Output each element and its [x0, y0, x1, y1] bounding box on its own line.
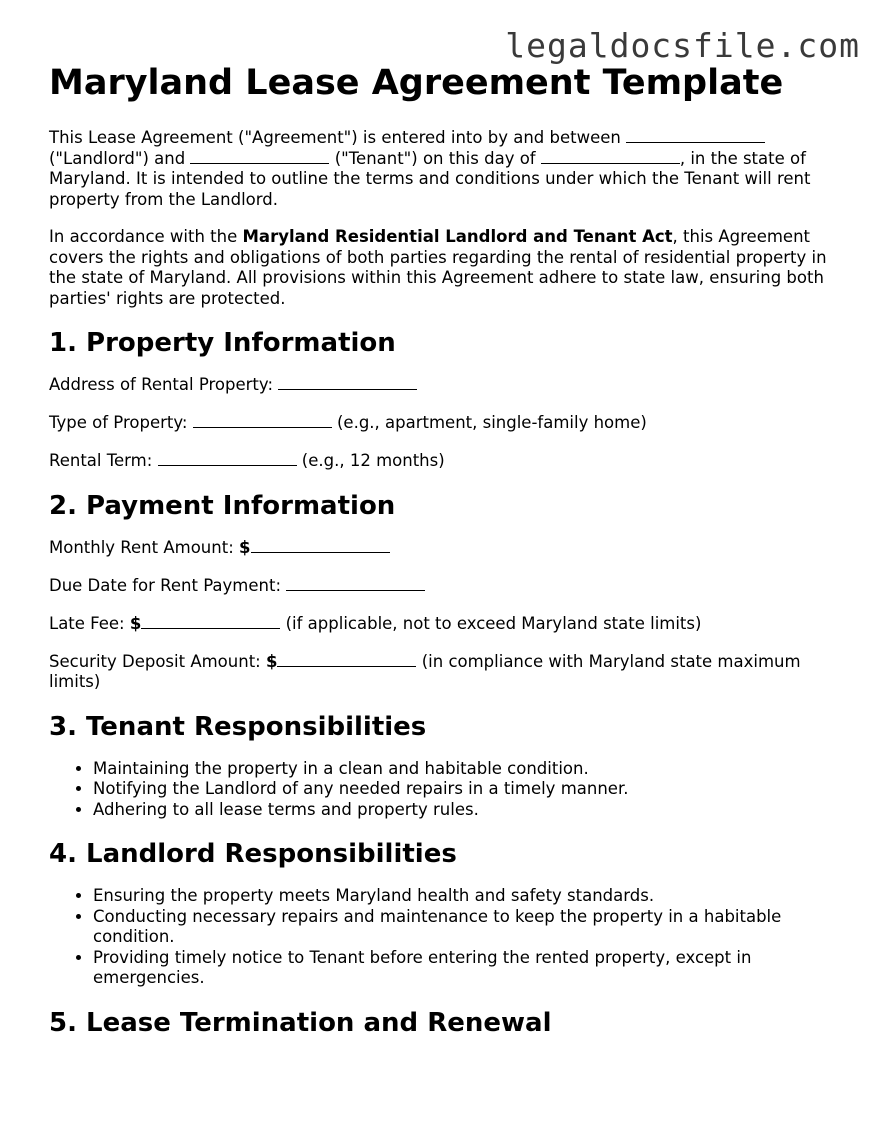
rent-amount-blank[interactable]: [251, 538, 390, 553]
landlord-responsibilities-list: [49, 886, 849, 989]
list-item: • Notifying the Landlord of any needed repairs in a timely manner.: [93, 779, 849, 800]
currency-symbol: $: [239, 537, 251, 557]
list-item: • Ensuring the property meets Maryland health and safety standards.: [93, 886, 849, 907]
address-label: Address of Rental Property:: [49, 375, 274, 394]
rent-amount-field: [49, 538, 849, 559]
section-heading-termination: 5. Lease Termination and Renewal: [49, 1007, 552, 1038]
list-item: • Providing timely notice to Tenant before entering the rented property, except in emergencies.: [93, 948, 849, 989]
rent-amount-label: Monthly Rent Amount:: [49, 537, 234, 557]
intro-paragraph: [49, 128, 849, 210]
rental-term-field: [49, 451, 849, 472]
section-heading-tenant: 3. Tenant Responsibilities: [49, 711, 427, 742]
due-date-field: [49, 576, 849, 597]
intro-text-2: ("Landlord") and: [49, 148, 186, 168]
watermark: legaldocsfile.com: [505, 26, 860, 65]
address-field: [49, 375, 849, 396]
currency-symbol: $: [129, 613, 142, 633]
section-heading-property: 1. Property Information: [49, 328, 396, 358]
intro-text-3: ("Tenant") on this day of: [334, 148, 536, 168]
address-blank[interactable]: [278, 375, 417, 390]
deposit-label: Security Deposit Amount:: [49, 651, 261, 671]
property-type-label: Type of Property:: [49, 413, 188, 432]
page-title: Maryland Lease Agreement Template: [49, 63, 784, 103]
late-fee-field: [49, 614, 849, 635]
property-type-blank[interactable]: [193, 413, 332, 428]
late-fee-blank[interactable]: [141, 614, 280, 629]
accordance-suffix: , this Agreement covers the rights and obligations of both parties regarding the rental of residential property in the state of Maryland. All provisions within this Agreement adhere to state law, ensuring both parties' rights are protected.: [49, 227, 827, 308]
rental-term-label: Rental Term:: [49, 451, 153, 470]
list-item: • Adhering to all lease terms and property rules.: [93, 800, 849, 821]
accordance-paragraph: [49, 227, 849, 309]
rental-term-blank[interactable]: [158, 451, 297, 466]
late-fee-label: Late Fee:: [49, 613, 125, 633]
list-item: • Maintaining the property in a clean and habitable condition.: [93, 759, 849, 780]
act-name: Maryland Residential Landlord and Tenant Act: [242, 227, 673, 246]
intro-text-4: , in the state of Maryland. It is intended to outline the terms and conditions under which the Tenant will rent property from the Landlord.: [49, 148, 811, 209]
due-date-blank[interactable]: [286, 576, 425, 591]
late-fee-hint: (if applicable, not to exceed Maryland state limits): [285, 613, 702, 633]
section-heading-payment: 2. Payment Information: [49, 490, 396, 521]
deposit-hint: (in compliance with Maryland state maximum limits): [49, 651, 801, 691]
section-heading-landlord: 4. Landlord Responsibilities: [49, 839, 457, 869]
currency-symbol: $: [265, 651, 278, 671]
tenant-name-blank[interactable]: [190, 149, 329, 164]
intro-text-1: This Lease Agreement ("Agreement") is entered into by and between: [49, 128, 621, 147]
deposit-field: [49, 652, 849, 693]
document-page: [49, 62, 849, 1055]
property-type-hint: (e.g., apartment, single-family home): [336, 413, 647, 432]
property-type-field: [49, 413, 849, 434]
list-item: • Conducting necessary repairs and maintenance to keep the property in a habitable condition.: [93, 907, 849, 948]
due-date-label: Due Date for Rent Payment:: [49, 575, 282, 595]
rental-term-hint: (e.g., 12 months): [301, 451, 445, 470]
tenant-responsibilities-list: [49, 759, 849, 821]
agreement-date-blank[interactable]: [541, 149, 680, 164]
deposit-blank[interactable]: [277, 652, 416, 667]
landlord-name-blank[interactable]: [626, 128, 765, 143]
accordance-prefix: In accordance with the: [49, 227, 238, 246]
